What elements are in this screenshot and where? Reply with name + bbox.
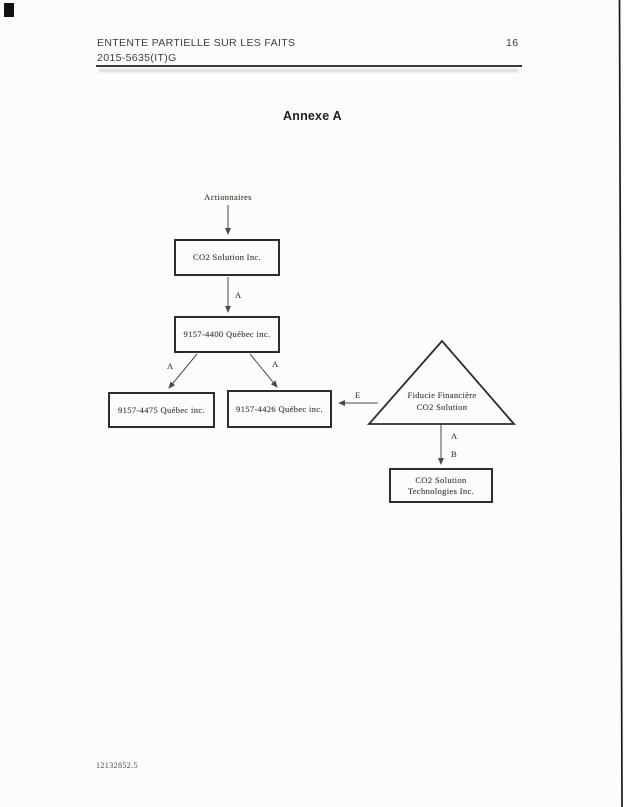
edge-label-a-4400-to-4475: A bbox=[167, 361, 174, 371]
node-co2-solution-technologies bbox=[389, 468, 493, 503]
edge-label-a-4400-to-4426: A bbox=[272, 359, 279, 369]
node-9157-4475 bbox=[108, 392, 215, 428]
node-9157-4400-label: 9157-4400 Québec inc. bbox=[183, 329, 271, 339]
edge-label-a-fiducie-to-co2tech: A bbox=[451, 431, 458, 441]
node-co2-solution-inc bbox=[174, 239, 280, 276]
node-fiducie-label bbox=[394, 390, 490, 413]
co2-tech-label-line2: Technologies Inc. bbox=[407, 485, 475, 496]
arrow-4400-to-4475 bbox=[169, 354, 197, 388]
node-9157-4400 bbox=[174, 316, 280, 353]
header-case-number: 2015-5635(IT)G bbox=[97, 52, 177, 64]
fiducie-label-line2: CO2 Solution bbox=[416, 401, 468, 412]
node-co2-solution-label: CO2 Solution Inc. bbox=[192, 252, 262, 262]
fiducie-label-line1: Fiducie Financière bbox=[407, 390, 477, 400]
label-actionnaires: Actionnaires bbox=[204, 192, 252, 202]
annex-title: Annexe A bbox=[283, 109, 342, 123]
header-title: ENTENTE PARTIELLE SUR LES FAITS bbox=[97, 37, 296, 49]
edge-label-a-co2-to-4400: A bbox=[235, 290, 242, 300]
page-number: 16 bbox=[506, 37, 519, 49]
node-9157-4426 bbox=[227, 390, 332, 428]
scan-edge-line bbox=[620, 0, 623, 807]
edge-label-b-fiducie-to-co2tech: B bbox=[451, 449, 458, 459]
edge-label-e-fiducie-to-4426: E bbox=[355, 390, 361, 400]
co2-tech-label-line1: CO2 Solution bbox=[415, 474, 467, 485]
footer-document-number: 12132852.5 bbox=[96, 761, 138, 770]
node-9157-4426-label: 9157-4426 Québec inc. bbox=[236, 403, 323, 414]
node-9157-4475-label: 9157-4475 Québec inc. bbox=[118, 404, 205, 415]
